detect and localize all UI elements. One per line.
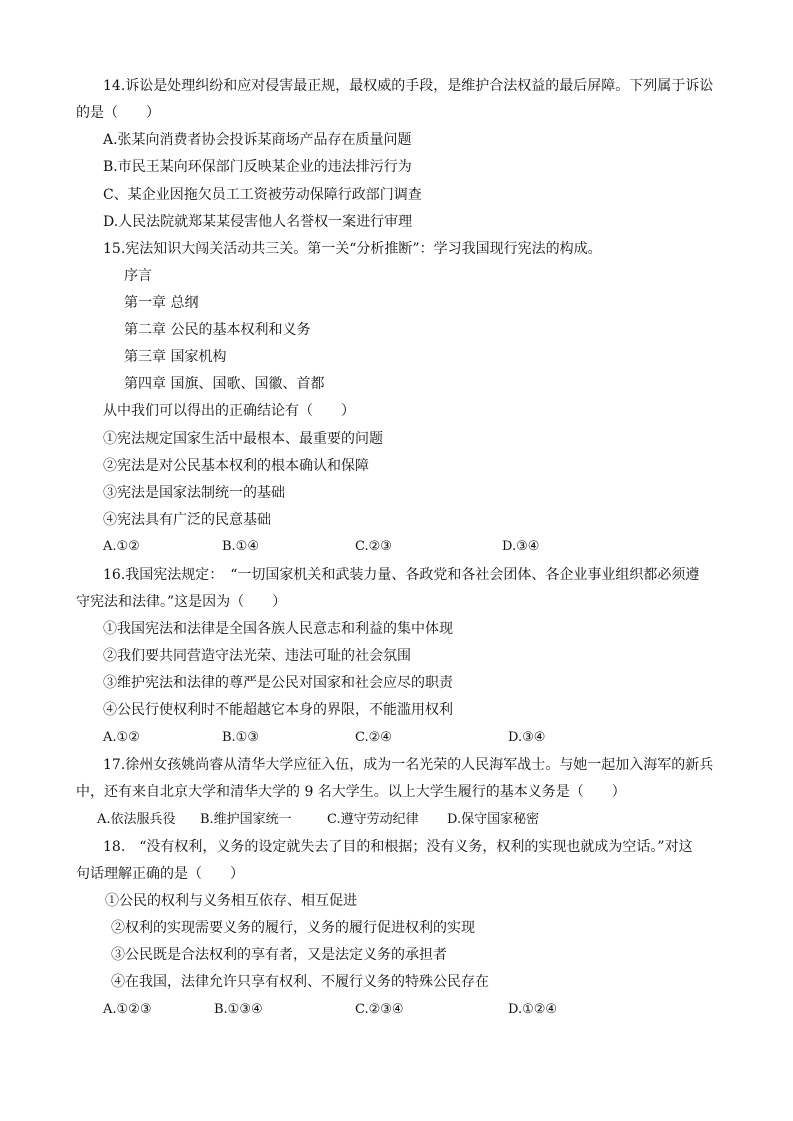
q18-item-4: ④在我国，法律允许只享有权利、不履行义务的特殊公民存在 (111, 974, 489, 990)
q16-item-3: ③维护宪法和法律的尊严是公民对国家和社会应尽的职责 (103, 675, 453, 691)
q15-item-4: ④宪法具有广泛的民意基础 (103, 512, 271, 528)
q14-option-b: B.市民王某向环保部门反映某企业的违法排污行为 (103, 159, 412, 175)
q16-item-4: ④公民行使权利时不能超越它本身的界限，不能滥用权利 (103, 702, 453, 718)
q17-stem-line2: 中，还有来自北京大学和清华大学的 9 名大学生。以上大学生履行的基本义务是（ ） (76, 784, 626, 800)
q15-stem-line1: 15.宪法知识大闯关活动共三关。第一关“分析推断”：学习我国现行宪法的构成。 (103, 241, 602, 257)
q18-option-b: B.①③④ (214, 1002, 263, 1017)
q14-stem-line1: 14.诉讼是处理纠纷和应对侵害最正规，最权威的手段，是维护合法权益的最后屏障。下列属于诉讼 (103, 78, 714, 94)
q15-item-3: ③宪法是国家法制统一的基础 (103, 485, 285, 501)
q18-option-c: C.②③④ (355, 1002, 404, 1017)
q16-item-1: ①我国宪法和法律是全国各族人民意志和利益的集中体现 (103, 621, 453, 637)
q17-option-b: B.维护国家统一 (200, 812, 292, 827)
q17-option-d: D.保守国家秘密 (447, 812, 540, 827)
q15-toc-chapter2: 第二章 公民的基本权利和义务 (124, 322, 311, 338)
q18-option-a: A.①②③ (103, 1002, 152, 1017)
q14-option-a: A.张某向消费者协会投诉某商场产品存在质量问题 (103, 132, 412, 148)
q16-option-c: C.②④ (355, 730, 392, 745)
q16-option-d: D.③④ (508, 730, 546, 745)
q17-option-a: A.依法服兵役 (97, 812, 176, 827)
q18-item-1: ①公民的权利与义务相互依存、相互促进 (105, 893, 357, 909)
q16-option-a: A.①② (103, 730, 140, 745)
q15-item-2: ②宪法是对公民基本权利的根本确认和保障 (103, 458, 369, 474)
q16-item-2: ②我们要共同营造守法光荣、违法可耻的社会氛围 (103, 648, 411, 664)
q15-item-1: ①宪法规定国家生活中最根本、最重要的问题 (103, 431, 383, 447)
q14-stem-line2: 的是（ ） (76, 105, 160, 121)
q15-toc-chapter4: 第四章 国旗、国歌、国徽、首都 (124, 376, 325, 392)
q15-option-c: C.②③ (355, 539, 392, 554)
q15-option-a: A.①② (103, 539, 140, 554)
q16-stem-line1: 16.我国宪法规定： “一切国家机关和武装力量、各政党和各社会团体、各企业事业组织都必须遵 (103, 567, 700, 583)
q17-option-c: C.遵守劳动纪律 (327, 812, 419, 827)
q18-stem-line1: 18. “没有权利，义务的设定就失去了目的和根据；没有义务，权利的实现也就成为空话。”对这 (103, 839, 693, 855)
q15-option-b: B.①④ (222, 539, 259, 554)
q14-option-d: D.人民法院就郑某某侵害他人名誉权一案进行审理 (103, 214, 413, 230)
q14-option-c: C、某企业因拖欠员工工资被劳动保障行政部门调查 (103, 187, 422, 203)
q17-stem-line1: 17.徐州女孩姚尚睿从清华大学应征入伍，成为一名光荣的人民海军战士。与她一起加入海军的新兵 (103, 757, 714, 773)
q15-option-d: D.③④ (502, 539, 540, 554)
q18-option-d: D.①②④ (508, 1002, 558, 1017)
q18-item-3: ③公民既是合法权利的享有者，又是法定义务的承担者 (111, 947, 447, 963)
q15-toc-chapter3: 第三章 国家机构 (124, 349, 227, 365)
q18-stem-line2: 句话理解正确的是（ ） (76, 866, 244, 882)
q15-question: 从中我们可以得出的正确结论有（ ） (103, 403, 355, 419)
q18-item-2: ②权利的实现需要义务的履行，义务的履行促进权利的实现 (111, 920, 475, 936)
q15-toc-preface: 序言 (124, 268, 152, 284)
q16-option-b: B.①③ (222, 730, 259, 745)
q16-stem-line2: 守宪法和法律。”这是因为（ ） (76, 594, 287, 610)
q15-toc-chapter1: 第一章 总纲 (124, 295, 199, 311)
